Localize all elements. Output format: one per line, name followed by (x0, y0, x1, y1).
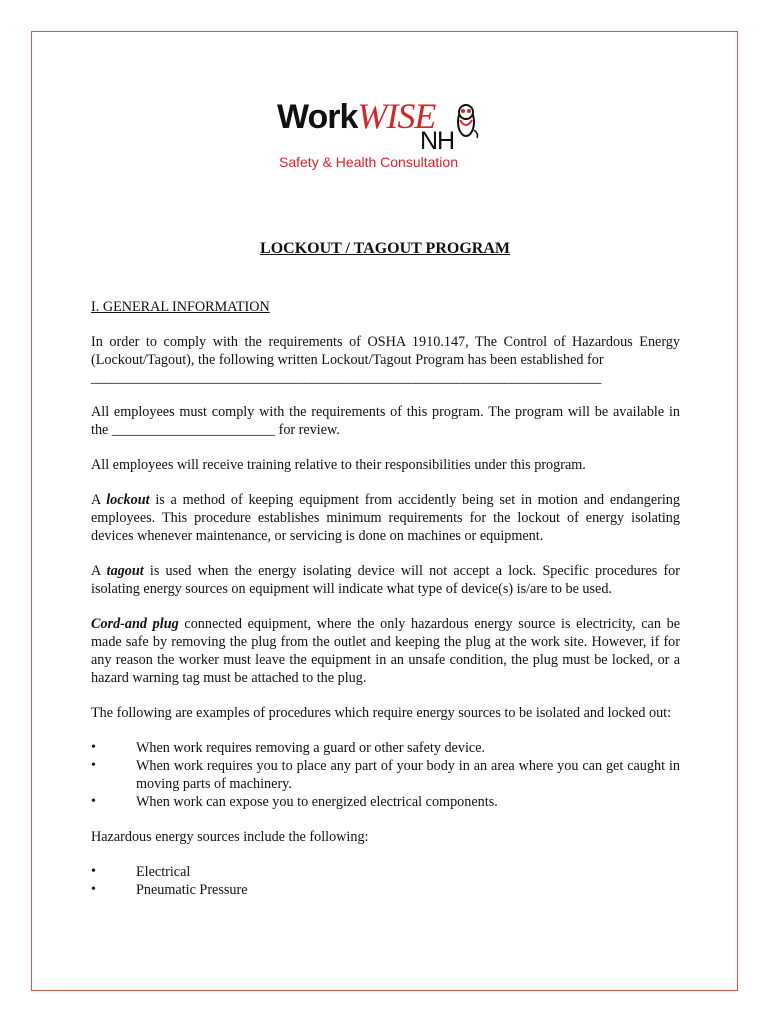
list-item: • Electrical (91, 863, 680, 881)
tagout-term: tagout (106, 563, 144, 579)
cord-and-plug-paragraph (91, 615, 680, 687)
intro-blank-line: __________________________________________________________________________ (91, 370, 602, 386)
document-body (91, 298, 680, 916)
logo-work-text: Work (277, 98, 358, 136)
workwise-logo (277, 96, 487, 176)
list-item: • When work can expose you to energized electrical components. (91, 793, 680, 811)
lockout-term: lockout (106, 492, 150, 508)
intro-text: In order to comply with the requirements of OSHA 1910.147, The Control of Hazardous Energy (Lockout/Tagout), the following written Lockout/Tagout Program has been established for (91, 334, 680, 368)
lockout-paragraph (91, 491, 680, 545)
logo-nh-text: NH (420, 127, 455, 155)
intro-paragraph (91, 333, 680, 387)
availability-paragraph (91, 403, 680, 439)
tagout-prefix: A (91, 563, 107, 579)
list-item: • When work requires removing a guard or other safety device. (91, 739, 680, 757)
examples-list (91, 739, 680, 811)
tagout-paragraph (91, 562, 680, 598)
logo-subtitle: Safety & Health Consultation (279, 154, 458, 170)
lockout-prefix: A (91, 492, 107, 508)
section-heading-text: I. GENERAL INFORMATION (91, 299, 270, 315)
cord-and-plug-term: Cord-and plug (91, 616, 179, 632)
lockout-text: is a method of keeping equipment from accidently being set in motion and endangering employees. This procedure establishes minimum requirements for the lockout of energy isolating devices whenever maintenance, or servicing is done on machines or equipment. (91, 492, 680, 544)
list-item: • Pneumatic Pressure (91, 881, 680, 899)
examples-intro: The following are examples of procedures which require energy sources to be isolated and locked out: (91, 705, 672, 721)
tagout-text: is used when the energy isolating device will not accept a lock. Specific procedures for isolating energy sources on equipment will indicate what type of device(s) is/are to be used. (91, 563, 680, 597)
list-item: • When work requires you to place any part of your body in an area where you can get caught in moving parts of machinery. (91, 757, 680, 793)
availability-text-start: All employees must comply with the requirements of this program. The program will be available in the (91, 404, 680, 438)
cord-and-plug-text: connected equipment, where the only hazardous energy source is electricity, can be made safe by removing the plug from the outlet and keeping the plug at the work site. However, if for any reason the worker must leave the equipment in an unsafe condition, the plug must be locked, or a hazard warning tag must be attached to the plug. (91, 616, 681, 686)
sources-list (91, 863, 680, 899)
page-title: LOCKOUT / TAGOUT PROGRAM (260, 240, 510, 257)
logo-wordmark (277, 96, 435, 137)
availability-text-end: for review. (275, 422, 340, 438)
owl-icon (455, 100, 481, 140)
section-heading (91, 298, 680, 316)
logo-wise-text: WISE (357, 96, 436, 136)
availability-blank: _______________________ (111, 422, 276, 438)
sources-intro: Hazardous energy sources include the following: (91, 829, 369, 845)
training-paragraph: All employees will receive training relative to their responsibilities under this program. (91, 457, 586, 473)
